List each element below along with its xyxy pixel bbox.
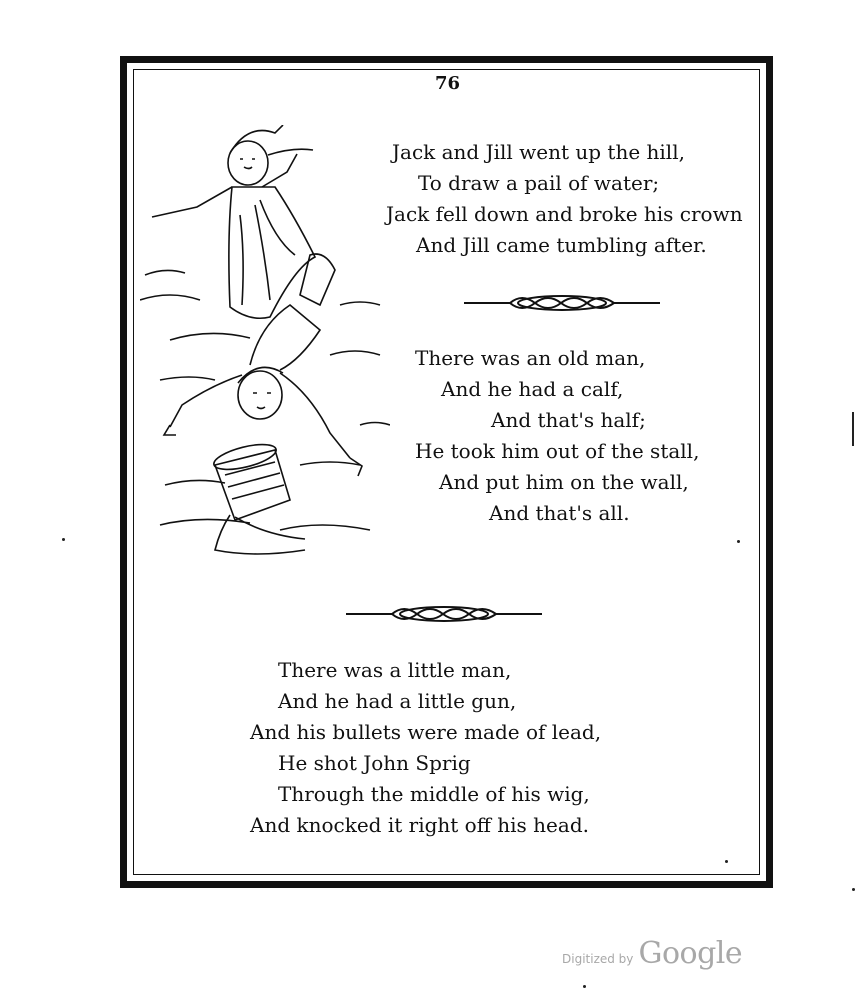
scan-speck: [852, 888, 855, 891]
digitized-by-google: [562, 936, 742, 971]
poem-jack-and-jill: [386, 137, 743, 261]
google-logo: Google: [638, 936, 743, 971]
poem-line: And he had a little gun,: [278, 689, 517, 713]
poem-line: And he had a calf,: [441, 377, 624, 401]
jack-and-jill-illustration: [140, 125, 390, 565]
ornament-divider: [344, 602, 544, 626]
poem-old-man: [415, 343, 699, 529]
poem-little-man: [250, 655, 601, 841]
poem-line: And his bullets were made of lead,: [250, 720, 602, 744]
poem-line: And that's half;: [491, 408, 646, 432]
scan-speck: [583, 985, 586, 988]
digitized-label: Digitized by: [562, 952, 634, 966]
poem-line: Jack and Jill went up the hill,: [392, 140, 685, 164]
poem-line: There was a little man,: [278, 658, 512, 682]
poem-line: He took him out of the stall,: [415, 439, 700, 463]
poem-line: Jack fell down and broke his crown: [386, 202, 743, 226]
poem-line: And that's all.: [489, 501, 630, 525]
scan-speck: [725, 860, 728, 863]
poem-line: And Jill came tumbling after.: [416, 233, 707, 257]
poem-line: He shot John Sprig: [278, 751, 471, 775]
poem-line: There was an old man,: [415, 346, 646, 370]
scan-edge-mark: [852, 412, 854, 446]
poem-line: Through the middle of his wig,: [278, 782, 590, 806]
poem-line: To draw a pail of water;: [418, 171, 660, 195]
scan-speck: [737, 540, 740, 543]
scan-speck: [62, 538, 65, 541]
poem-line: And knocked it right off his head.: [250, 813, 589, 837]
ornament-divider: [462, 291, 662, 315]
poem-line: And put him on the wall,: [439, 470, 689, 494]
page-number: 76: [435, 73, 461, 94]
